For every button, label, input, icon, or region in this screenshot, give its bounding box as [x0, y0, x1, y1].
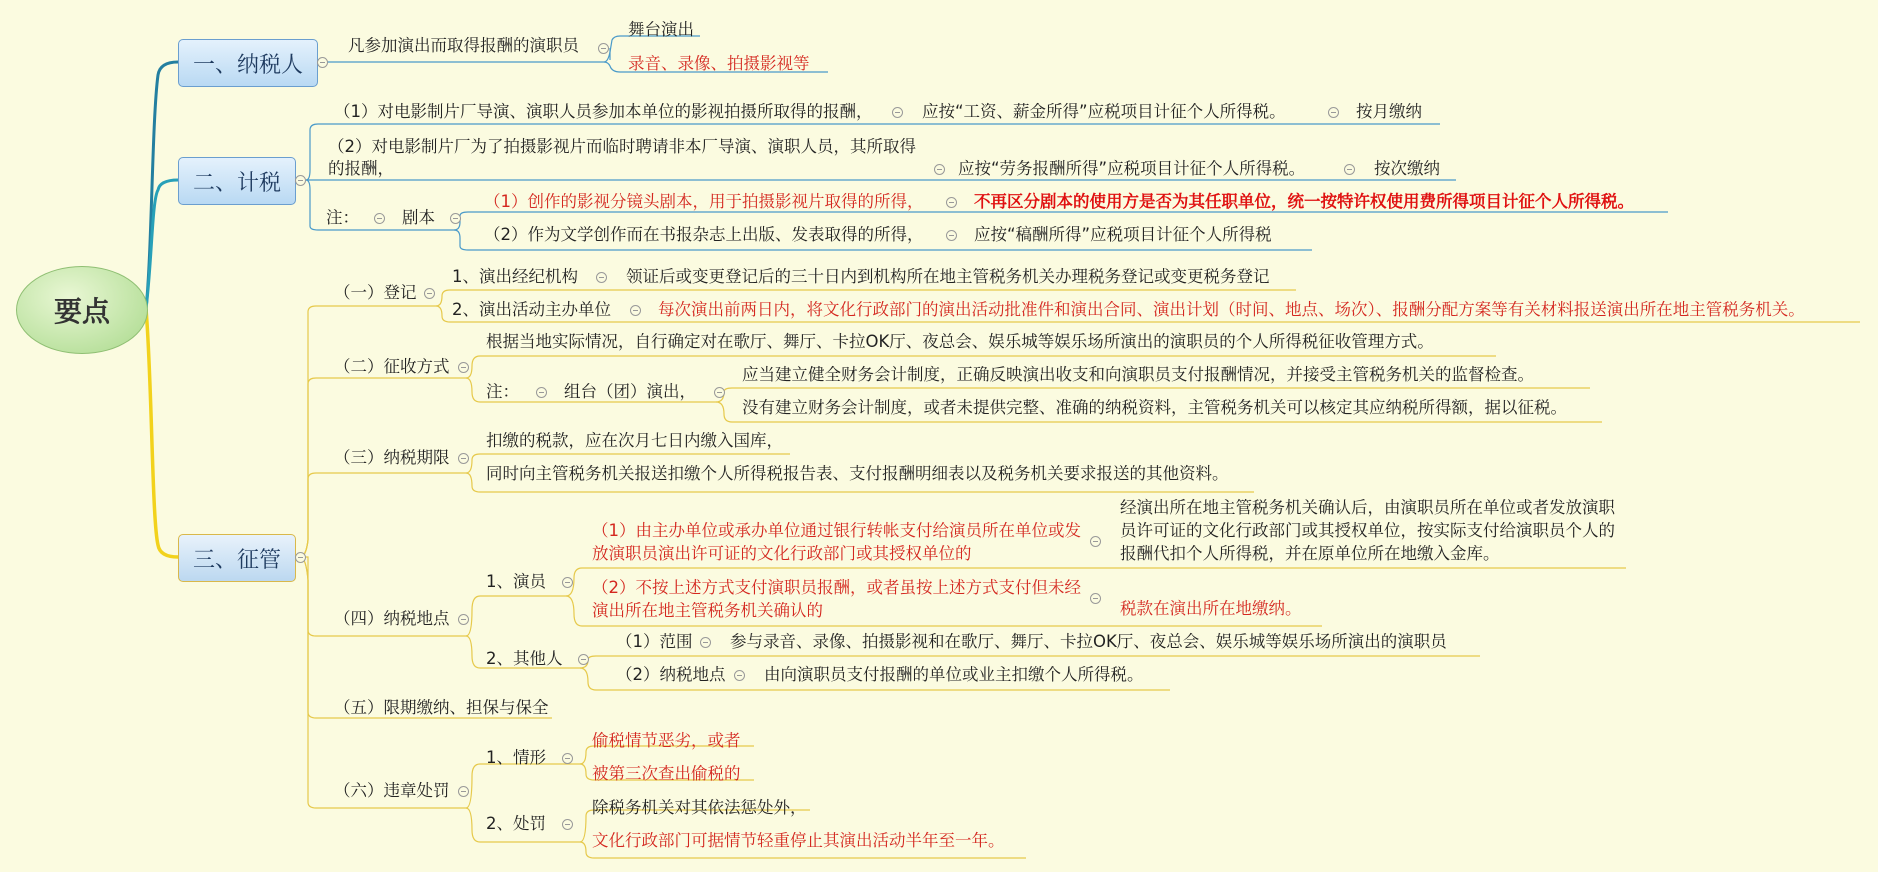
collapse-toggle-icon[interactable]	[1344, 164, 1355, 175]
collapse-toggle-icon[interactable]	[458, 362, 469, 373]
term-text1: 扣缴的税款，应在次月七日内缴入国库，	[486, 431, 783, 450]
penalty-case-label: 1、情形	[486, 748, 546, 767]
script-case2-text: （2）作为文学创作而在书报杂志上出版、发表取得的所得，	[484, 225, 924, 244]
collapse-toggle-icon[interactable]	[598, 43, 609, 54]
performer-case2-rule: 税款在演出所在地缴纳。	[1120, 599, 1302, 618]
collapse-toggle-icon[interactable]	[458, 453, 469, 464]
section-taxpayer[interactable]: 一、纳税人	[178, 39, 318, 87]
term-label: （三）纳税期限	[334, 448, 450, 467]
calc-rule1-text: （1）对电影制片厂导演、演职人员参加本单位的影视拍摄所取得的报酬，	[334, 102, 873, 121]
others-location-label: （2）纳税地点	[616, 665, 726, 684]
calc-note-label: 注：	[326, 208, 359, 227]
section-admin[interactable]: 三、征管	[178, 534, 296, 582]
penalty-case1: 偷税情节恶劣，或者	[592, 731, 741, 750]
term-text2: 同时向主管税务机关报送扣缴个人所得税报告表、支付报酬明细表以及税务机关要求报送的其他资料。	[486, 464, 1229, 483]
coll-group-label: 组台（团）演出，	[564, 382, 696, 401]
penalty-label: （六）违章处罚	[334, 781, 450, 800]
collapse-toggle-icon[interactable]	[734, 670, 745, 681]
reg-organizer-label: 2、演出活动主办单位	[452, 300, 611, 319]
collapse-toggle-icon[interactable]	[892, 107, 903, 118]
collapse-toggle-icon[interactable]	[458, 786, 469, 797]
performer-case1-rule: 经演出所在地主管税务机关确认后，由演职员所在单位或者发放演职员许可证的文化行政部门或其授权单位，按实际支付给演职员个人的报酬代扣个人所得税，并在原单位所在地缴入金库。	[1120, 498, 1615, 563]
coll-group-rule2: 没有建立财务会计制度，或者未提供完整、准确的纳税资料，主管税务机关可以核定其应纳税所得额，据以征税。	[742, 398, 1567, 417]
script-case2-rule: 应按“稿酬所得”应税项目计征个人所得税	[974, 225, 1272, 244]
collapse-toggle-icon[interactable]	[562, 819, 573, 830]
collapse-toggle-icon[interactable]	[946, 230, 957, 241]
script-case1-text: （1）创作的影视分镜头剧本，用于拍摄影视片取得的所得，	[484, 192, 924, 211]
coll-note-label: 注：	[486, 382, 519, 401]
penalty-punish1: 除税务机关对其依法惩处外，	[592, 798, 807, 817]
collapse-toggle-icon[interactable]	[424, 288, 435, 299]
collapse-toggle-icon[interactable]	[946, 197, 957, 208]
collapse-toggle-icon[interactable]	[1328, 107, 1339, 118]
collapse-toggle-icon[interactable]	[596, 272, 607, 283]
reg-agency-label: 1、演出经纪机构	[452, 267, 578, 286]
others-location-text: 由向演职员支付报酬的单位或业主扣缴个人所得税。	[764, 665, 1144, 684]
coll-group-rule1: 应当建立健全财务会计制度，正确反映演出收支和向演职员支付报酬情况，并接受主管税务机关的监督检查。	[742, 365, 1534, 384]
reg-organizer-text: 每次演出前两日内，将文化行政部门的演出活动批准件和演出合同、演出计划（时间、地点、场次）、报酬分配方案等有关材料报送演出所在地主管税务机关。	[658, 300, 1805, 319]
taxpayer-item-stage: 舞台演出	[628, 20, 694, 39]
collapse-toggle-icon[interactable]	[934, 164, 945, 175]
penalty-case2: 被第三次查出偷税的	[592, 764, 741, 783]
section-tax-calc[interactable]: 二、计税	[178, 157, 296, 205]
calc-rule2-rule: 应按“劳务报酬所得”应税项目计征个人所得税。	[958, 159, 1306, 178]
collapse-toggle-icon[interactable]	[630, 305, 641, 316]
collapse-toggle-icon[interactable]	[458, 614, 469, 625]
calc-script-label: 剧本	[402, 208, 435, 227]
penalty-punish-label: 2、处罚	[486, 814, 546, 833]
calc-rule1-mode: 按月缴纳	[1356, 102, 1422, 121]
collapse-toggle-icon[interactable]	[374, 213, 385, 224]
performer-case1-text: （1）由主办单位或承办单位通过银行转帐支付给演员所在单位或发放演职员演出许可证的文化行政部门或其授权单位的	[592, 521, 1081, 563]
taxpayer-item-recording: 录音、录像、拍摄影视等	[628, 54, 810, 73]
place-performer-label: 1、演员	[486, 572, 546, 591]
place-others-label: 2、其他人	[486, 649, 563, 668]
collapse-toggle-icon[interactable]	[714, 387, 725, 398]
reg-agency-text: 领证后或变更登记后的三十日内到机构所在地主管税务机关办理税务登记或变更税务登记	[626, 267, 1270, 286]
calc-rule2-mode: 按次缴纳	[1374, 159, 1440, 178]
others-scope-label: （1）范围	[616, 632, 693, 651]
performer-case2-text: （2）不按上述方式支付演职员报酬，或者虽按上述方式支付但未经演出所在地主管税务机关确认的	[592, 578, 1081, 620]
collapse-toggle-icon[interactable]	[562, 577, 573, 588]
penalty-punish2: 文化行政部门可据情节轻重停止其演出活动半年至一年。	[592, 831, 1005, 850]
script-case1-rule: 不再区分剧本的使用方是否为其任职单位，统一按特许权使用费所得项目计征个人所得税。	[974, 192, 1634, 211]
collapse-toggle-icon[interactable]	[295, 175, 306, 186]
limit-label: （五）限期缴纳、担保与保全	[334, 698, 549, 717]
collapse-toggle-icon[interactable]	[578, 654, 589, 665]
collapse-toggle-icon[interactable]	[1090, 593, 1101, 604]
collapse-toggle-icon[interactable]	[562, 753, 573, 764]
collapse-toggle-icon[interactable]	[700, 637, 711, 648]
taxpayer-desc: 凡参加演出而取得报酬的演职员	[348, 36, 579, 55]
collapse-toggle-icon[interactable]	[1090, 536, 1101, 547]
collapse-toggle-icon[interactable]	[450, 213, 461, 224]
collapse-toggle-icon[interactable]	[536, 387, 547, 398]
coll-text: 根据当地实际情况，自行确定对在歌厅、舞厅、卡拉OK厅、夜总会、娱乐城等娱乐场所演出的演职员的个人所得税征收管理方式。	[486, 332, 1434, 351]
collapse-toggle-icon[interactable]	[295, 552, 306, 563]
collapse-toggle-icon[interactable]	[317, 57, 328, 68]
reg-label: （一）登记	[334, 283, 417, 302]
root-node[interactable]: 要点	[16, 266, 148, 354]
coll-label: （二）征收方式	[334, 357, 450, 376]
others-scope-text: 参与录音、录像、拍摄影视和在歌厅、舞厅、卡拉OK厅、夜总会、娱乐城等娱乐场所演出的演职员	[730, 632, 1447, 651]
calc-rule1-rule: 应按“工资、薪金所得”应税项目计征个人所得税。	[922, 102, 1286, 121]
place-label: （四）纳税地点	[334, 609, 450, 628]
calc-rule2-text: （2）对电影制片厂为了拍摄影视片而临时聘请非本厂导演、演职人员，其所取得的报酬，	[328, 137, 916, 178]
